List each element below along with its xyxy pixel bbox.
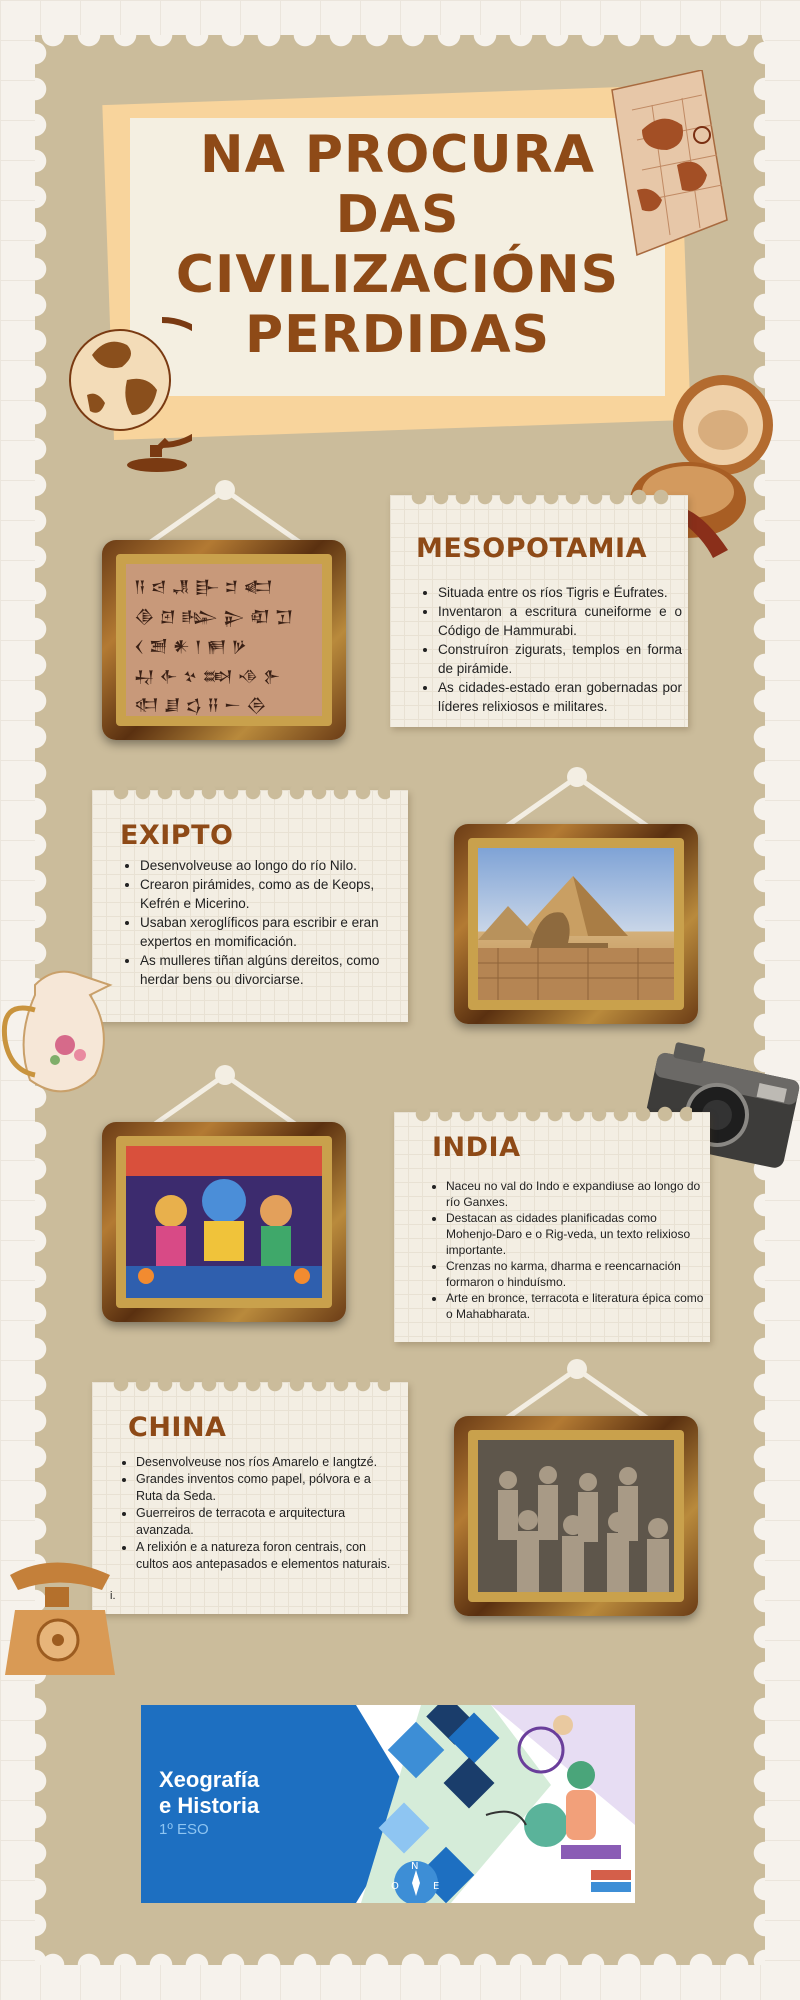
exipto-list: [118, 856, 410, 989]
mesopotamia-frame: [102, 540, 346, 740]
china-note: [92, 1382, 408, 1614]
title-line: NA PROCURA: [200, 125, 595, 185]
note-binding-holes: [110, 1374, 390, 1394]
footer-banner: [141, 1705, 635, 1903]
list-item: • Desenvolveuse nos ríos Amarelo e Iangtzé.: [136, 1454, 398, 1471]
list-item: • Grandes inventos como papel, pólvora e a Ruta da Seda.: [136, 1471, 398, 1505]
svg-text:𒄷 𒅆 𒆳 𒇷 𒈾 𒉿: 𒄷 𒅆 𒆳 𒇷 𒈾 𒉿: [134, 667, 281, 686]
india-list: [424, 1178, 704, 1322]
stray-list-marker: i.: [110, 1590, 116, 1602]
exipto-frame: [454, 824, 698, 1024]
cuneiform-tablet-image: [126, 564, 322, 716]
compass-n-label: N: [411, 1861, 419, 1872]
compass-o-label: O: [391, 1881, 399, 1892]
list-item: • Inventaron a escritura cuneiforme e o Código de Hammurabi.: [438, 602, 682, 640]
list-item: • Destacan as cidades planificadas como Mohenjo-Daro e o Rig-veda, un texto relixioso importante.: [446, 1210, 704, 1258]
footer-title-line1: Xeografía: [159, 1767, 260, 1792]
note-binding-holes: [412, 1104, 692, 1124]
list-item: • Naceu no val do Indo e expandiuse ao longo do río Ganxes.: [446, 1178, 704, 1210]
hindu-temple-image: [126, 1146, 322, 1298]
list-item: • Usaban xeroglíficos para escribir e eran expertos en momificación.: [140, 913, 410, 951]
list-item: • Desenvolveuse ao longo do río Nilo.: [140, 856, 410, 875]
map-icon: [602, 70, 732, 270]
svg-text:𒌋 𒍪 𒀭 𒁹 𒂍 𒃻: 𒌋 𒍪 𒀭 𒁹 𒂍 𒃻: [134, 637, 247, 656]
footer-title-line2: e Historia: [159, 1793, 260, 1818]
frame-hanger: [130, 478, 320, 548]
stamp-perforation-bottom: [35, 1943, 765, 1965]
terracotta-warriors-image: [478, 1440, 674, 1592]
list-item: • Crenzas no karma, dharma e reencarnación formaron o hinduísmo.: [446, 1258, 704, 1290]
mesopotamia-note: [390, 495, 688, 727]
list-item: • Construíron zigurats, templos en forma de pirámide.: [438, 640, 682, 678]
compass-e-label: E: [433, 1881, 440, 1892]
telephone-icon: [0, 1555, 120, 1685]
china-heading: CHINA: [128, 1412, 227, 1443]
list-item: • Arte en bronce, terracota e literatura épica como o Mahabharata.: [446, 1290, 704, 1322]
exipto-note: [92, 790, 408, 1022]
title-line: CIVILIZACIÓNS: [175, 245, 620, 305]
pyramids-image: [478, 848, 674, 1000]
china-list: [114, 1454, 398, 1573]
page-title: [130, 125, 665, 365]
title-line: PERDIDAS: [244, 305, 551, 365]
stamp-perforation-top: [35, 35, 765, 57]
list-item: • Situada entre os ríos Tigris e Éufrates.: [438, 583, 682, 602]
exipto-heading: EXIPTO: [120, 820, 234, 851]
india-frame: [102, 1122, 346, 1322]
list-item: • A relixión e a natureza foron centrais, con cultos aos antepasados e elementos naturais.: [136, 1539, 398, 1573]
list-item: • Guerreiros de terracota e arquitectura avanzada.: [136, 1505, 398, 1539]
note-binding-holes: [110, 782, 390, 802]
note-binding-holes: [408, 487, 670, 507]
footer-illustration: [291, 1705, 635, 1903]
stamp-perforation-right: [743, 35, 765, 1965]
list-item: • As mulleres tiñan algúns dereitos, como herdar bens ou divorciarse.: [140, 951, 410, 989]
footer-title: [159, 1767, 259, 1819]
svg-text:𒀀 𒁀 𒂗 𒃲 𒄑 𒅗: 𒀀 𒁀 𒂗 𒃲 𒄑 𒅗: [134, 577, 273, 596]
mesopotamia-heading: MESOPOTAMIA: [416, 533, 647, 564]
svg-text:𒊕 𒋗 𒌓 𒍝 𒀸 𒁲: 𒊕 𒋗 𒌓 𒍝 𒀸 𒁲: [134, 695, 267, 714]
globe-icon: [62, 300, 192, 475]
list-item: • As cidades-estado eran gobernadas por líderes relixiosos e militares.: [438, 678, 682, 716]
mesopotamia-list: [416, 583, 682, 716]
footer-subtitle: 1º ESO: [159, 1821, 209, 1838]
title-line: DAS: [335, 185, 460, 245]
list-item: • Crearon pirámides, como as de Keops, Kefrén e Micerino.: [140, 875, 410, 913]
svg-text:𒆠 𒇻 𒈗 𒉌 𒊏 𒋛: 𒆠 𒇻 𒈗 𒉌 𒊏 𒋛: [134, 607, 294, 626]
india-heading: INDIA: [432, 1132, 521, 1163]
teapot-icon: [0, 960, 130, 1110]
india-note: [394, 1112, 710, 1342]
china-frame: [454, 1416, 698, 1616]
